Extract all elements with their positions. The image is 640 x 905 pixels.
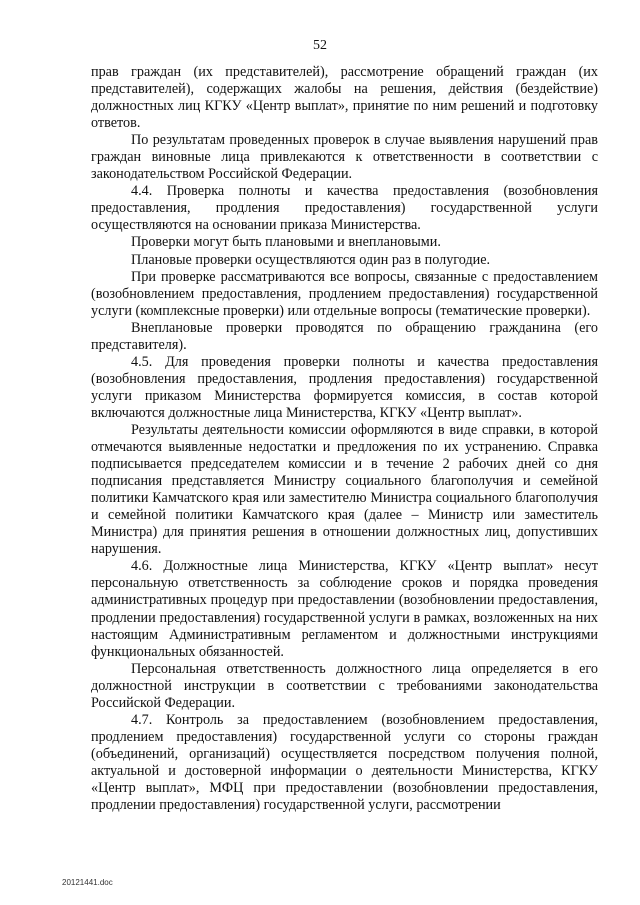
paragraph: При проверке рассматриваются все вопросы, связанные с предоставлением (возобновлением предоставления, продлением предоставления) государственной услуги (комплексные проверки) или отдельные вопросы (тематические проверки). bbox=[91, 268, 598, 319]
paragraph: 4.4. Проверка полноты и качества предоставления (возобновления предоставления, продления предоставления) государственной услуги осуществляются на основании приказа Министерства. bbox=[91, 183, 598, 234]
file-name-footer: 20121441.doc bbox=[62, 878, 113, 887]
paragraph: Проверки могут быть плановыми и внеплановыми. bbox=[131, 234, 441, 251]
paragraph: 4.5. Для проведения проверки полноты и качества предоставления (возобновления предоставления, продления предоставления) государственной услуги приказом Министерства формируется комиссия, в состав которой включаются должностные лица Министерства, КГКУ «Центр выплат». bbox=[91, 353, 598, 421]
paragraph: прав граждан (их представителей), рассмотрение обращений граждан (их представителей), содержащих жалобы на решения, действия (бездействие) должностных лиц КГКУ «Центр выплат», принятие по ним решений и подготовку ответов. bbox=[91, 64, 598, 132]
paragraph: Плановые проверки осуществляются один раз в полугодие. bbox=[131, 251, 491, 268]
paragraph: По результатам проведенных проверок в случае выявления нарушений прав граждан виновные лица привлекаются к ответственности в соответствии с законодательством Российской Федерации. bbox=[91, 132, 598, 183]
paragraph: Результаты деятельности комиссии оформляются в виде справки, в которой отмечаются выявленные недостатки и предложения по их устранению. Справка подписывается председателем комиссии и в течение 2 рабочих дней со дня подписания представляется Министру социального благополучия и семейной политики Камчатского края или заместителю Министра социального благополучия и семейной политики Камчатского края (далее – Министр или заместитель Министра) для принятия решения в отношении должностных лиц, допустивших нарушения. bbox=[91, 421, 598, 558]
paragraph: 4.7. Контроль за предоставлением (возобновлением предоставления, продлением предоставления) государственной услуги со стороны граждан (объединений, организаций) осуществляется посредством получения полной, актуальной и достоверной информации о деятельности Министерства, КГКУ «Центр выплат», МФЦ при предоставлении (возобновлении предоставления, продлении предоставления) государственной услуги, рассмотрении bbox=[91, 711, 598, 814]
paragraph: Внеплановые проверки проводятся по обращению гражданина (его представителя). bbox=[91, 319, 598, 353]
page-number: 52 bbox=[313, 38, 327, 53]
document-body bbox=[91, 64, 598, 814]
paragraph: 4.6. Должностные лица Министерства, КГКУ «Центр выплат» несут персональную ответственность за соблюдение сроков и порядка проведения административных процедур при предоставлении (возобновлении предоставления, продлении предоставления) государственной услуги в рамках, возложенных на них настоящим Административным регламентом и должностными инструкциями функциональных обязанностей. bbox=[91, 558, 598, 660]
paragraph: Персональная ответственность должностного лица определяется в его должностной инструкции в соответствии с требованиями законодательства Российской Федерации. bbox=[91, 660, 598, 711]
